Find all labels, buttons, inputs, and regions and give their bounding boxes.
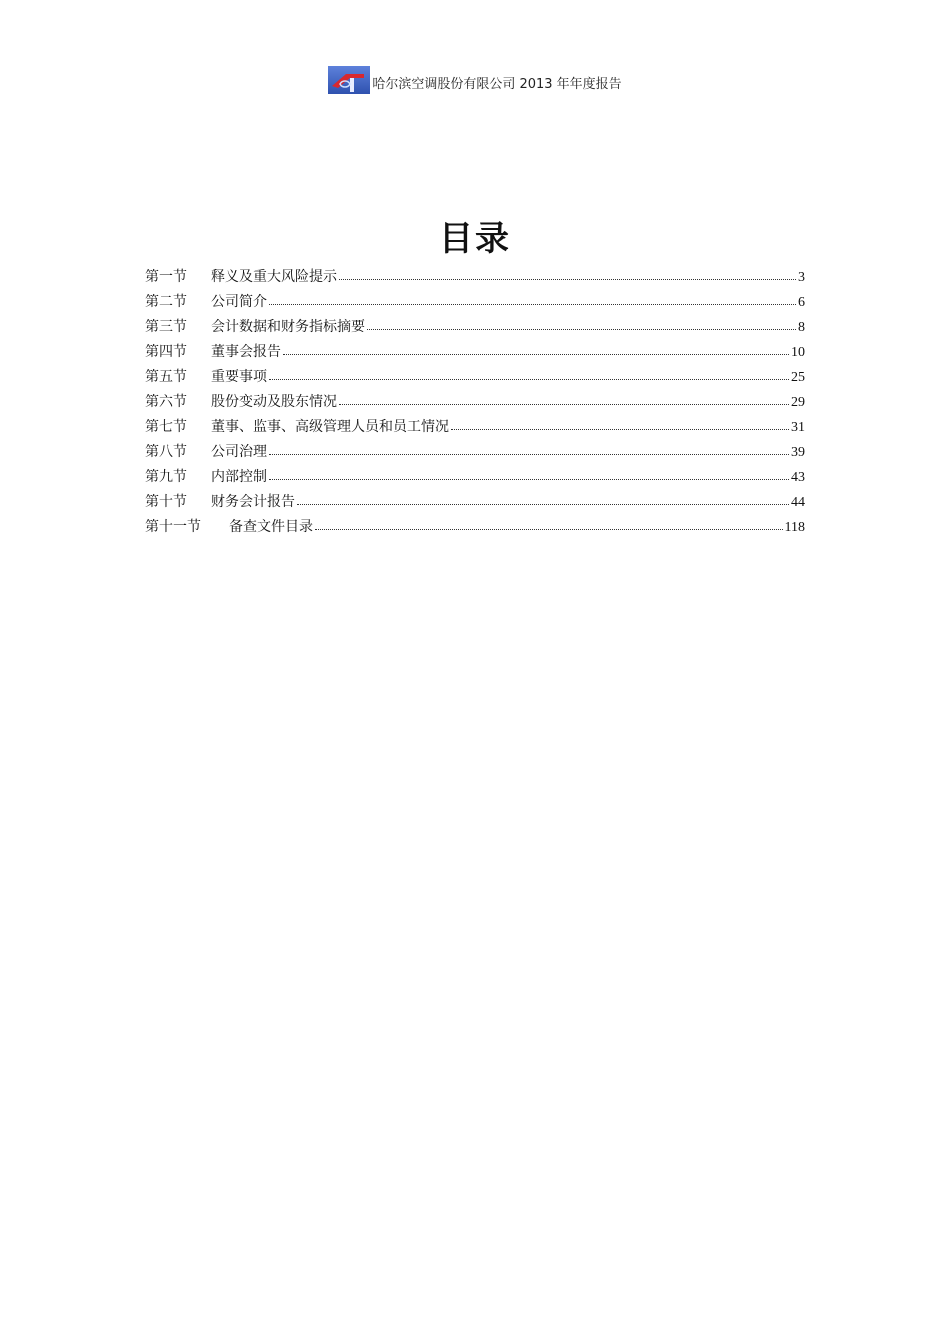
toc-entry-10[interactable] xyxy=(145,490,805,515)
toc-page-number: 8 xyxy=(798,320,805,335)
toc-section-label: 备查文件目录 xyxy=(229,519,313,535)
toc-page-number: 31 xyxy=(791,420,805,435)
toc-section-number: 第五节 xyxy=(145,369,187,385)
toc-section-number: 第二节 xyxy=(145,294,187,310)
toc-section-number: 第十节 xyxy=(145,494,187,510)
toc-section-number: 第九节 xyxy=(145,469,187,485)
toc-entry-8[interactable] xyxy=(145,440,805,465)
toc-page-number: 3 xyxy=(798,270,805,285)
toc-dot-leader xyxy=(269,292,796,306)
toc-entry-5[interactable] xyxy=(145,365,805,390)
toc-section-number: 第十一节 xyxy=(145,519,201,535)
toc-title: 目录 xyxy=(439,219,511,259)
toc-entry-1[interactable] xyxy=(145,265,805,290)
toc-page-number: 39 xyxy=(791,445,805,460)
toc-section-label: 重要事项 xyxy=(211,369,267,385)
toc-dot-leader xyxy=(339,392,789,406)
toc-dot-leader xyxy=(297,492,789,506)
header-title: 哈尔滨空调股份有限公司 2013 年年度报告 xyxy=(372,77,622,92)
toc-section-label: 内部控制 xyxy=(211,469,267,485)
toc-entry-4[interactable] xyxy=(145,340,805,365)
toc-section-number: 第七节 xyxy=(145,419,187,435)
toc-page-number: 118 xyxy=(784,520,805,535)
toc-section-label: 财务会计报告 xyxy=(211,494,295,510)
toc-dot-leader xyxy=(315,517,783,531)
toc-entry-6[interactable] xyxy=(145,390,805,415)
toc-section-number: 第六节 xyxy=(145,394,187,410)
toc-dot-leader xyxy=(269,367,789,381)
toc-section-label: 会计数据和财务指标摘要 xyxy=(211,319,365,335)
toc-page-number: 25 xyxy=(791,370,805,385)
toc-page-number: 43 xyxy=(791,470,805,485)
table-of-contents xyxy=(145,265,805,540)
toc-section-label: 公司简介 xyxy=(211,294,267,310)
toc-entry-11[interactable] xyxy=(145,515,805,540)
page-header xyxy=(0,66,950,94)
toc-entry-3[interactable] xyxy=(145,315,805,340)
toc-page-number: 29 xyxy=(791,395,805,410)
toc-dot-leader xyxy=(339,267,796,281)
toc-dot-leader xyxy=(269,442,789,456)
toc-dot-leader xyxy=(367,317,796,331)
toc-section-label: 董事、监事、高级管理人员和员工情况 xyxy=(211,419,449,435)
toc-entry-9[interactable] xyxy=(145,465,805,490)
toc-section-label: 公司治理 xyxy=(211,444,267,460)
company-logo-icon xyxy=(328,66,370,94)
toc-entry-2[interactable] xyxy=(145,290,805,315)
toc-section-label: 释义及重大风险提示 xyxy=(211,269,337,285)
toc-section-number: 第四节 xyxy=(145,344,187,360)
toc-page-number: 6 xyxy=(798,295,805,310)
toc-dot-leader xyxy=(269,467,789,481)
toc-page-number: 44 xyxy=(791,495,805,510)
toc-section-number: 第三节 xyxy=(145,319,187,335)
toc-dot-leader xyxy=(283,342,789,356)
toc-section-number: 第一节 xyxy=(145,269,187,285)
toc-page-number: 10 xyxy=(791,345,805,360)
toc-entry-7[interactable] xyxy=(145,415,805,440)
header-content xyxy=(328,66,621,94)
toc-section-label: 股份变动及股东情况 xyxy=(211,394,337,410)
toc-dot-leader xyxy=(451,417,789,431)
toc-section-number: 第八节 xyxy=(145,444,187,460)
toc-section-label: 董事会报告 xyxy=(211,344,281,360)
